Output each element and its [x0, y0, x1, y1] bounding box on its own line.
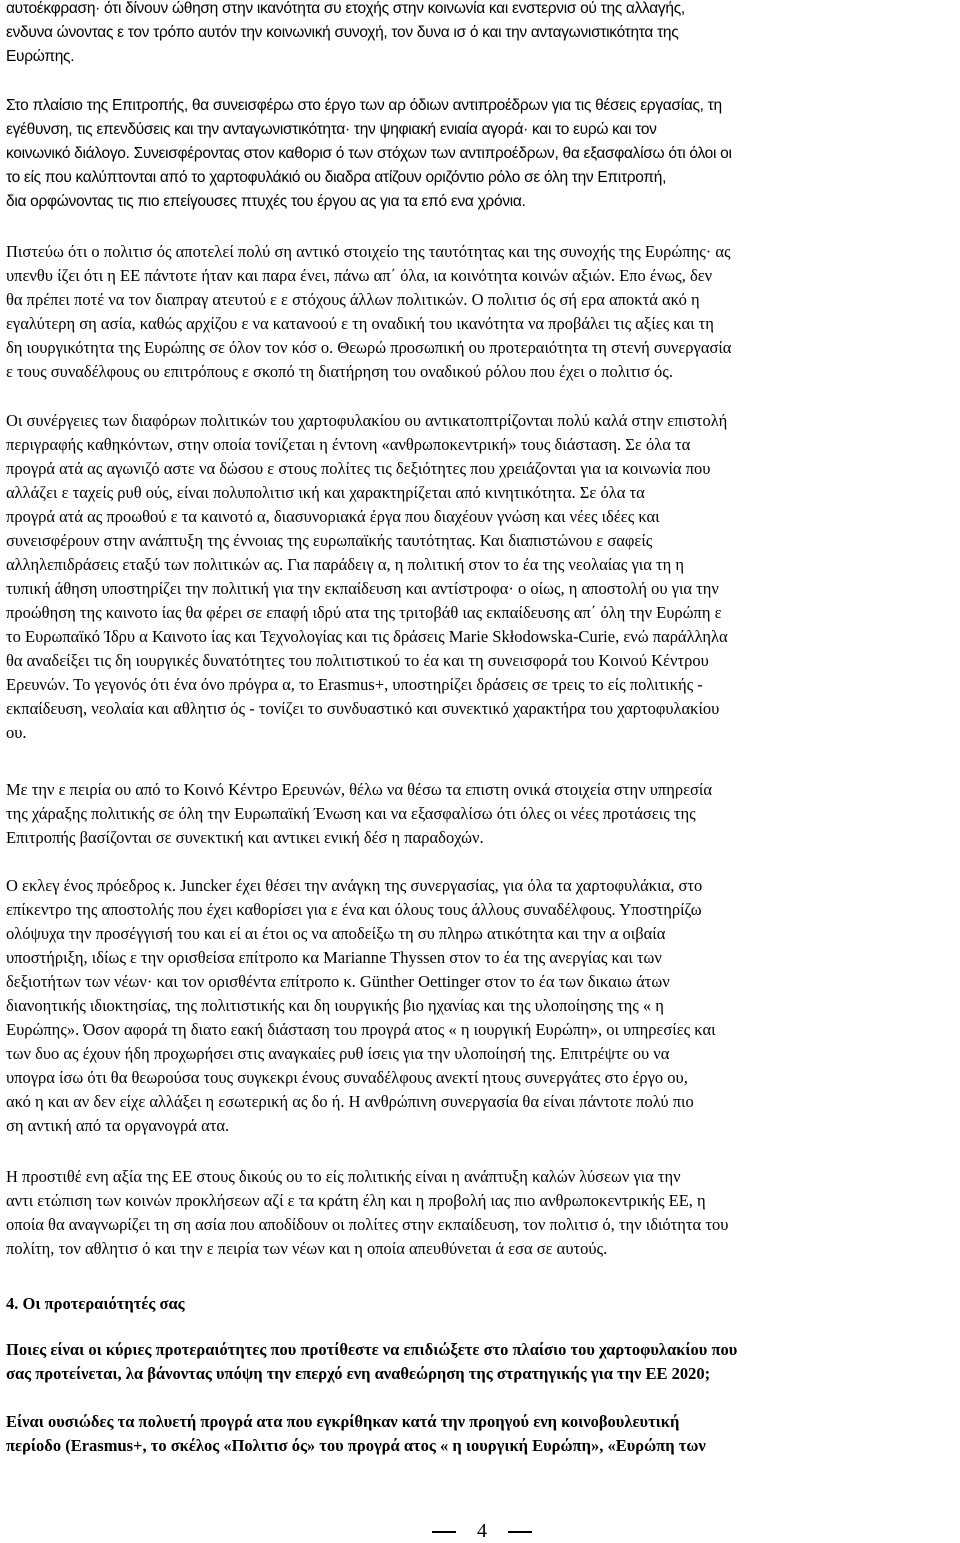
text-line: αυτοέκφραση· ότι δίνουν ώθηση στην ικανότητα συ ετοχής στην κοινωνία και ενστερνισ ού της αλλαγής,: [6, 0, 685, 17]
text-line: υποστήριξη, ιδίως ε την ορισθείσα επίτροπο κα Marianne Thyssen στον το έα της ανεργίας και των: [6, 948, 662, 967]
text-line: περίοδο (Erasmus+, το σκέλος «Πολιτισ ός» του προγρά ατος « η ιουργική Ευρώπη», «Ευρώπη των: [6, 1436, 706, 1455]
text-line: προώθηση της καινοτο ίας θα φέρει σε επαφή ιδρύ ατα της τριτοβάθ ιας εκπαίδευσης απ΄ όλη την Ευρώπη ε: [6, 603, 722, 622]
text-line: εκπαίδευση, νεολαία και αθλητισ ός - τονίζει το συνδυαστικό και συνεκτικό χαρακτήρα του χαρτοφυλακίου: [6, 699, 720, 718]
page-number: 4: [452, 1520, 512, 1542]
text-line: υπογρα ίσω ότι θα θεωρούσα τους συγκεκρι ένους συναδέλφους ανεκτί ητους συνεργάτες στο έργο ου,: [6, 1068, 688, 1087]
text-line: Στο πλαίσιο της Επιτροπής, θα συνεισφέρω στο έργο των αρ όδιων αντιπροέδρων για τις θέσεις εργασίας, τη: [6, 97, 722, 114]
text-line: το είς που καλύπτονται από το χαρτοφυλάκιό ου διαδρα ατίζουν οριζόντιο ρόλο σε όλη την Επιτροπή,: [6, 169, 667, 186]
text-line: ση αντική από τα οργανογρά ατα.: [6, 1116, 230, 1135]
text-line: εγέθυνση, τις επενδύσεις και την ανταγωνιστικότητα· την ψηφιακή ενιαία αγορά· και το ευρώ και τον: [6, 121, 657, 138]
text-line: Ο εκλεγ ένος πρόεδρος κ. Juncker έχει θέσει την ανάγκη της συνεργασίας, για όλα τα χαρτοφυλάκια, στο: [6, 876, 703, 895]
text-line: της χάραξης πολιτικής σε όλη την Ευρωπαϊκή Ένωση και να εξασφαλίσω ότι όλες οι νέες προτάσεις της: [6, 804, 696, 823]
text-line: προγρά ατά ας προωθού ε τα καινοτό α, διασυνοριακά έργα που διαχέουν γνώση και νέες ιδέες και: [6, 507, 660, 526]
text-line: θα πρέπει ποτέ να τον διαπραγ ατευτού ε ε στόχους άλλων πολιτικών. Ο πολιτισ ός σή ερα αποκτά ακό η: [6, 290, 700, 309]
paragraph-intro-continuation: [6, 0, 951, 69]
text-line: τυπική άθηση υποστηρίζει την πολιτική για την εκπαίδευση και αντίστροφα· ο οίως, η αποστολή ου για την: [6, 579, 719, 598]
text-line: δια ορφώνοντας τις πιο επείγουσες πτυχές του έργου ας για τα επό ενα χρόνια.: [6, 193, 526, 210]
text-line: περιγραφής καθηκόντων, στην οποία τονίζεται η έντονη «ανθρωποκεντρική» τους διάσταση. Σε όλα τα: [6, 435, 691, 454]
paragraph-commission-role: [6, 94, 951, 214]
text-line: Πιστεύω ότι ο πολιτισ ός αποτελεί πολύ ση αντικό στοιχείο της ταυτότητας και της συνοχής της Ευρώπης· ας: [6, 242, 731, 261]
text-line: ε τους συναδέλφους ου επιτρόπους ε σκοπό τη διατήρηση του οναδικού ρόλου που έχει ο πολιτισ ός.: [6, 362, 673, 381]
text-line: δεξιοτήτων των νέων· και τον ορισθέντα επίτροπο κ. Günther Oettinger στον το έα των δικαιω άτων: [6, 972, 670, 991]
answer-start: [6, 1410, 951, 1458]
text-line: προγρά ατά ας αγωνιζό αστε να δώσου ε στους πολίτες τις δεξιότητες που χρειάζονται για ια κοινωνία που: [6, 459, 711, 478]
text-line: οποία θα αναγνωρίζει τη ση ασία που αποδίδουν οι πολίτες στην εκπαίδευση, τον πολιτισ ό, την ιδιότητα του: [6, 1215, 729, 1234]
text-line: υπενθυ ίζει ότι η ΕΕ πάντοτε ήταν και παρα ένει, πάνω απ΄ όλα, ια κοινότητα κοινών αξιών. Επο ένως, δεν: [6, 266, 713, 285]
paragraph-jrc-experience: [6, 778, 951, 850]
section-heading: 4. Οι προτεραιότητές σας: [6, 1294, 185, 1313]
text-line: το Ευρωπαϊκό Ίδρυ α Καινοτο ίας και Τεχνολογίας και τις δράσεις Marie Skłodowska-Curie, ενώ παράλληλα: [6, 627, 728, 646]
text-line: Ευρώπης.: [6, 48, 75, 65]
question-priorities: [6, 1338, 951, 1386]
text-line: των δυο ας έχουν ήδη προχωρήσει στις αναγκαίες ρυθ ίσεις για την υλοποίησή της. Επιτρέψτε ου να: [6, 1044, 670, 1063]
text-line: Επιτροπής βασίζονται σε συνεκτική και αντικει ενική δέσ η παραδοχών.: [6, 828, 484, 847]
text-line: Είναι ουσιώδες τα πολυετή προγρά ατα που εγκρίθηκαν κατά την προηγού ενη κοινοβουλευτική: [6, 1412, 680, 1431]
text-line: εγαλύτερη ση ασία, καθώς αρχίζου ε να κατανοού ε τη οναδική του ικανότητα να προβάλει τις αξίες και τη: [6, 314, 714, 333]
text-line: αντι ετώπιση των κοινών προκλήσεων αζί ε τα κράτη έλη και η προβολή ιας πιο ανθρωποκεντρικής ΕΕ, η: [6, 1191, 706, 1210]
text-line: Ευρώπης». Όσον αφορά τη διατο εακή διάσταση του προγρά ατος « η ιουργική Ευρώπη», οι υπηρεσίες και: [6, 1020, 716, 1039]
text-line: πολίτη, τον αθλητισ ό και την ε πειρία των νέων και η οποία απευθύνεται ά εσα σε αυτούς.: [6, 1239, 608, 1258]
text-line: Ποιες είναι οι κύριες προτεραιότητες που προτίθεστε να επιδιώξετε στο πλαίσιο του χαρτοφυλακίου που: [6, 1340, 738, 1359]
text-line: Ερευνών. Το γεγονός ότι ένα όνο πρόγρα α, το Erasmus+, υποστηρίζει δράσεις σε τρεις το είς πολιτικής -: [6, 675, 703, 694]
text-line: Οι συνέργειες των διαφόρων πολιτικών του χαρτοφυλακίου ου αντικατοπτρίζονται πολύ καλά στην επιστολή: [6, 411, 728, 430]
text-line: επίκεντρο της αποστολής που έχει καθορίσει για ε ένα και όλους τους άλλους συναδέλφους. Υποστηρίζω: [6, 900, 702, 919]
text-line: ου.: [6, 723, 27, 742]
text-line: κοινωνικό διάλογο. Συνεισφέροντας στον καθορισ ό των στόχων των αντιπροέδρων, θα εξασφαλίσω ότι όλοι οι: [6, 145, 732, 162]
text-line: αλλάζει ε ταχείς ρυθ ούς, είναι πολυπολιτισ ική και χαρακτηρίζεται από κινητικότητα. Σε όλα τα: [6, 483, 645, 502]
text-line: Η προστιθέ ενη αξία της ΕΕ στους δικούς ου το είς πολιτικής είναι η ανάπτυξη καλών λύσεων για την: [6, 1167, 681, 1186]
paragraph-culture: [6, 240, 951, 384]
text-line: διανοητικής ιδιοκτησίας, της πολιτιστικής και δη ιουργικής βιο ηχανίας και της υλοποίησης της « η: [6, 996, 664, 1015]
text-line: αλληλεπιδράσεις εταξύ των πολιτικών ας. Για παράδειγ α, η πολιτική στον το έα της νεολαίας για τη η: [6, 555, 684, 574]
text-line: σας προτείνεται, λα βάνοντας υπόψη την επερχό ενη αναθεώρηση της στρατηγικής για την ΕΕ 2020;: [6, 1364, 711, 1383]
text-line: ακό η και αν δεν είχε αλλάξει η εσωτερική ας δο ή. Η ανθρώπινη συνεργασία θα είναι πάντοτε πολύ πιο: [6, 1092, 694, 1111]
paragraph-added-value: [6, 1165, 951, 1261]
paragraph-cooperation: [6, 874, 951, 1138]
text-line: ενδυνα ώνοντας ε τον τρόπο αυτόν την κοινωνική συνοχή, τον δυνα ισ ό και την ανταγωνιστικότητα της: [6, 24, 679, 41]
text-line: θα αναδείξει τις δη ιουργικές δυνατότητες του πολιτιστικού το έα και τη συνεισφορά του Κοινού Κέντρου: [6, 651, 709, 670]
text-line: συνεισφέρουν στην ανάπτυξη της έννοιας της ευρωπαϊκής ταυτότητας. Και διαπιστώνου ε σαφείς: [6, 531, 653, 550]
text-line: ολόψυχα την προσέγγισή του και εί αι έτοι ος να αποδείξω τη συ πληρω ατικότητα και την α οιβαία: [6, 924, 666, 943]
text-line: δη ιουργικότητα της Ευρώπης σε όλον τον κόσ ο. Θεωρώ προσωπική ου προτεραιότητα τη στενή συνεργασία: [6, 338, 732, 357]
paragraph-synergies: [6, 409, 951, 745]
text-line: Με την ε πειρία ου από το Κοινό Κέντρο Ερευνών, θέλω να θέσω τα επιστη ονικά στοιχεία στην υπηρεσία: [6, 780, 713, 799]
